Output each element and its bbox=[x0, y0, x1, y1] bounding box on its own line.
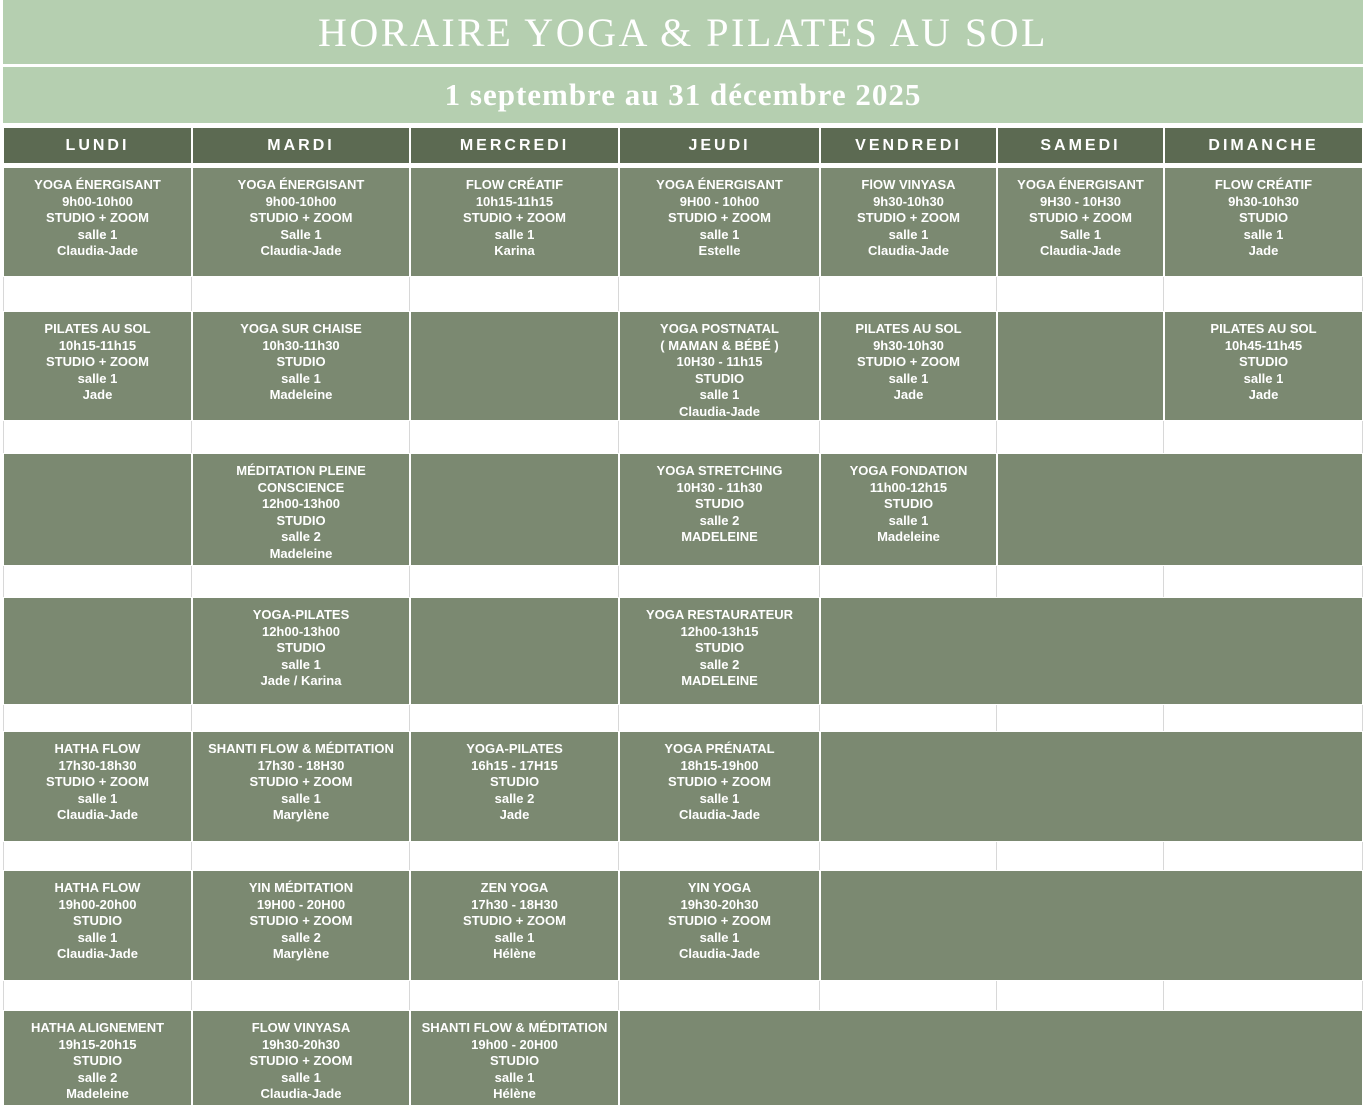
class-cell-mardi-row4 bbox=[192, 597, 410, 705]
class-cell-mardi-row3 bbox=[192, 453, 410, 566]
schedule-row-7 bbox=[3, 1010, 1363, 1106]
class-cell-mardi-row1 bbox=[192, 167, 410, 277]
class-cell-mardi-row2 bbox=[192, 311, 410, 421]
grid-line-cell bbox=[820, 277, 997, 311]
class-detail: Claudia-Jade bbox=[57, 243, 138, 258]
class-detail: STUDIO bbox=[72, 913, 123, 928]
class-detail: 19h30-20h30 bbox=[680, 896, 759, 912]
class-detail: Jade bbox=[1248, 243, 1279, 258]
date-range: 1 septembre au 31 décembre 2025 bbox=[444, 77, 922, 112]
schedule-row-4 bbox=[3, 597, 1363, 705]
class-detail: salle 1 bbox=[494, 929, 535, 945]
class-title: YOGA ÉNERGISANT bbox=[656, 177, 783, 192]
class-detail: Claudia-Jade bbox=[679, 807, 760, 822]
class-cell-vendredi-row1 bbox=[820, 167, 997, 277]
grid-line-cell bbox=[820, 566, 997, 597]
banner-title bbox=[3, 0, 1363, 64]
class-detail: STUDIO + ZOOM bbox=[668, 774, 771, 789]
class-detail: Estelle bbox=[698, 243, 741, 258]
class-title: HATHA ALIGNEMENT bbox=[30, 1020, 165, 1035]
class-detail: STUDIO + ZOOM bbox=[46, 354, 149, 369]
grid-line-cell bbox=[192, 981, 410, 1010]
class-detail: Karina bbox=[494, 243, 535, 258]
day-header-vendredi: VENDREDI bbox=[820, 127, 997, 164]
class-detail: 12h00-13h00 bbox=[261, 496, 341, 511]
class-detail: salle 1 bbox=[77, 790, 118, 806]
class-cell-dimanche-row2 bbox=[1164, 311, 1363, 421]
class-cell-lundi-row1 bbox=[3, 167, 192, 277]
schedule-row-6 bbox=[3, 870, 1363, 981]
schedule-row-2 bbox=[3, 311, 1363, 421]
class-detail: STUDIO bbox=[694, 370, 745, 386]
class-detail: 12h00-13h00 bbox=[261, 623, 341, 639]
grid-line-cell bbox=[1164, 421, 1363, 453]
class-detail: 17h30 - 18H30 bbox=[471, 896, 558, 912]
class-detail: ( MAMAN & BÉBÉ ) bbox=[660, 337, 779, 353]
grid-line-cell bbox=[997, 842, 1164, 870]
class-detail: 17h30-18h30 bbox=[58, 757, 137, 773]
class-cell-mercredi-row6 bbox=[410, 870, 619, 981]
schedule-table bbox=[3, 167, 1363, 1106]
class-detail: salle 1 bbox=[281, 1069, 321, 1085]
class-title: YOGA ÉNERGISANT bbox=[237, 177, 365, 192]
class-cell-lundi-row2 bbox=[3, 311, 192, 421]
day-header-samedi: SAMEDI bbox=[997, 127, 1164, 164]
class-detail: STUDIO bbox=[276, 354, 326, 369]
grid-line-cell bbox=[3, 705, 192, 731]
class-detail: salle 2 bbox=[281, 929, 321, 945]
grid-line-cell bbox=[820, 421, 997, 453]
class-detail: Madeleine bbox=[269, 387, 333, 402]
class-cell-jeudi-row2 bbox=[619, 311, 820, 421]
class-detail: Claudia-Jade bbox=[679, 946, 760, 961]
grid-line-cell bbox=[820, 842, 997, 870]
class-detail: Claudia-Jade bbox=[868, 243, 949, 258]
empty-cell-vendredi-row4 bbox=[820, 597, 1363, 705]
class-detail: 19H00 - 20H00 bbox=[256, 896, 346, 912]
grid-line-cell bbox=[192, 705, 410, 731]
grid-line-cell bbox=[619, 705, 820, 731]
class-detail: Hélène bbox=[493, 946, 536, 961]
empty-cell-lundi-row4 bbox=[3, 597, 192, 705]
grid-line-cell bbox=[820, 705, 997, 731]
class-title: YOGA SUR CHAISE bbox=[240, 321, 362, 336]
grid-line-cell bbox=[410, 842, 619, 870]
row-gap bbox=[3, 277, 1363, 311]
grid-line-cell bbox=[619, 566, 820, 597]
grid-line-cell bbox=[3, 981, 192, 1010]
class-detail: 18h15-19h00 bbox=[680, 757, 759, 773]
class-title: PILATES AU SOL bbox=[855, 321, 962, 336]
grid-line-cell bbox=[410, 566, 619, 597]
class-cell-mardi-row7 bbox=[192, 1010, 410, 1106]
class-title: YOGA STRETCHING bbox=[656, 463, 783, 478]
class-detail: salle 1 bbox=[888, 226, 929, 242]
class-title: FLOW CRÉATIF bbox=[1214, 177, 1313, 192]
class-detail: Jade bbox=[82, 387, 113, 402]
class-detail: salle 2 bbox=[494, 790, 535, 806]
class-detail: salle 1 bbox=[77, 929, 118, 945]
class-detail: 10h15-11h15 bbox=[58, 337, 137, 353]
class-title: SHANTI FLOW & MÉDITATION bbox=[208, 741, 394, 756]
class-title: FLOW CRÉATIF bbox=[465, 177, 564, 192]
class-title: YOGA-PILATES bbox=[252, 607, 350, 622]
empty-cell-jeudi-row7 bbox=[619, 1010, 1363, 1106]
class-title: FLOW VINYASA bbox=[251, 1020, 351, 1035]
row-gap bbox=[3, 842, 1363, 870]
row-gap bbox=[3, 705, 1363, 731]
class-detail: salle 1 bbox=[699, 790, 740, 806]
class-detail: Salle 1 bbox=[1059, 226, 1102, 242]
grid-line-cell bbox=[410, 981, 619, 1010]
class-cell-lundi-row7 bbox=[3, 1010, 192, 1106]
class-detail: Marylène bbox=[272, 807, 330, 822]
class-detail: STUDIO + ZOOM bbox=[249, 774, 353, 789]
class-detail: 9H00 - 10h00 bbox=[679, 193, 760, 209]
class-detail: 9h30-10h30 bbox=[873, 337, 944, 353]
grid-line-cell bbox=[619, 277, 820, 311]
banner-subtitle bbox=[3, 67, 1363, 123]
row-gap bbox=[3, 981, 1363, 1010]
class-detail: salle 1 bbox=[281, 656, 321, 672]
class-detail: salle 1 bbox=[1243, 226, 1284, 242]
class-cell-lundi-row6 bbox=[3, 870, 192, 981]
class-title: YOGA ÉNERGISANT bbox=[1017, 177, 1144, 192]
class-detail: Claudia-Jade bbox=[260, 243, 342, 258]
grid-line-cell bbox=[619, 421, 820, 453]
class-detail: 19h00 - 20H00 bbox=[471, 1036, 558, 1052]
class-cell-mardi-row5 bbox=[192, 731, 410, 842]
class-title: FlOW VINYASA bbox=[861, 177, 956, 192]
grid-line-cell bbox=[820, 981, 997, 1010]
class-detail: salle 1 bbox=[281, 790, 321, 806]
class-detail: STUDIO bbox=[694, 496, 745, 511]
class-detail: STUDIO + ZOOM bbox=[249, 210, 353, 225]
class-detail: 10H30 - 11h30 bbox=[676, 479, 763, 495]
class-detail: STUDIO bbox=[694, 640, 745, 655]
class-detail: Salle 1 bbox=[280, 226, 322, 242]
class-detail: salle 1 bbox=[1243, 370, 1284, 386]
class-detail: STUDIO + ZOOM bbox=[1029, 210, 1132, 225]
class-detail: STUDIO + ZOOM bbox=[249, 913, 353, 928]
grid-line-cell bbox=[1164, 566, 1363, 597]
empty-cell-samedi-row2 bbox=[997, 311, 1164, 421]
class-detail: STUDIO + ZOOM bbox=[463, 210, 566, 225]
class-detail: Claudia-Jade bbox=[57, 946, 138, 961]
class-title: HATHA FLOW bbox=[54, 741, 141, 756]
day-header-lundi: LUNDI bbox=[3, 127, 192, 164]
class-detail: salle 1 bbox=[494, 1069, 535, 1085]
class-detail: STUDIO bbox=[883, 496, 934, 511]
grid-line-cell bbox=[1164, 842, 1363, 870]
class-cell-jeudi-row5 bbox=[619, 731, 820, 842]
empty-cell-mercredi-row3 bbox=[410, 453, 619, 566]
class-detail: 10H30 - 11h15 bbox=[676, 354, 763, 369]
class-detail: salle 1 bbox=[77, 370, 118, 386]
day-header-row bbox=[3, 127, 1363, 164]
class-title: YOGA ÉNERGISANT bbox=[34, 177, 161, 192]
class-detail: 19h00-20h00 bbox=[58, 896, 137, 912]
grid-line-cell bbox=[1164, 981, 1363, 1010]
class-title: YOGA FONDATION bbox=[849, 463, 968, 478]
grid-line-cell bbox=[997, 566, 1164, 597]
class-detail: 9h00-10h00 bbox=[62, 193, 133, 209]
class-title: PILATES AU SOL bbox=[44, 321, 151, 336]
class-detail: STUDIO + ZOOM bbox=[249, 1053, 353, 1068]
class-detail: salle 2 bbox=[699, 656, 740, 672]
class-detail: salle 1 bbox=[77, 226, 118, 242]
class-detail: 11h00-12h15 bbox=[869, 479, 948, 495]
class-title: YIN YOGA bbox=[687, 880, 752, 895]
class-cell-jeudi-row3 bbox=[619, 453, 820, 566]
class-detail: 10h45-11h45 bbox=[1224, 337, 1303, 353]
schedule-row-1 bbox=[3, 167, 1363, 277]
class-title: YIN MÉDITATION bbox=[248, 880, 354, 895]
empty-cell-mercredi-row2 bbox=[410, 311, 619, 421]
class-detail: Jade bbox=[1248, 387, 1279, 402]
grid-line-cell bbox=[3, 842, 192, 870]
page-title: HORAIRE YOGA & PILATES AU SOL bbox=[318, 9, 1048, 55]
class-detail: Claudia-Jade bbox=[57, 807, 138, 822]
class-detail: 10h30-11h30 bbox=[262, 337, 340, 353]
class-detail: CONSCIENCE bbox=[257, 479, 345, 495]
class-cell-jeudi-row4 bbox=[619, 597, 820, 705]
class-detail: Madeleine bbox=[877, 529, 940, 544]
class-title: MÉDITATION PLEINE bbox=[236, 463, 366, 478]
class-cell-jeudi-row1 bbox=[619, 167, 820, 277]
class-cell-samedi-row1 bbox=[997, 167, 1164, 277]
class-detail: Jade / Karina bbox=[260, 673, 342, 688]
class-detail: STUDIO bbox=[276, 640, 326, 655]
class-detail: STUDIO + ZOOM bbox=[46, 210, 149, 225]
class-cell-mercredi-row5 bbox=[410, 731, 619, 842]
grid-line-cell bbox=[410, 421, 619, 453]
class-detail: 10h15-11h15 bbox=[475, 193, 554, 209]
class-detail: salle 1 bbox=[281, 370, 321, 386]
day-header-jeudi: JEUDI bbox=[619, 127, 820, 164]
empty-cell-lundi-row3 bbox=[3, 453, 192, 566]
class-detail: 9h30-10h30 bbox=[1228, 193, 1299, 209]
grid-line-cell bbox=[410, 705, 619, 731]
class-detail: salle 2 bbox=[77, 1069, 118, 1085]
class-detail: MADELEINE bbox=[681, 673, 758, 688]
class-detail: salle 1 bbox=[494, 226, 535, 242]
class-cell-dimanche-row1 bbox=[1164, 167, 1363, 277]
class-detail: STUDIO bbox=[1238, 354, 1289, 369]
class-detail: salle 2 bbox=[699, 512, 740, 528]
grid-line-cell bbox=[997, 705, 1164, 731]
class-detail: 19h30-20h30 bbox=[261, 1036, 341, 1052]
class-detail: Madeleine bbox=[66, 1086, 129, 1101]
class-cell-jeudi-row6 bbox=[619, 870, 820, 981]
class-detail: Claudia-Jade bbox=[679, 403, 760, 419]
class-cell-mercredi-row1 bbox=[410, 167, 619, 277]
empty-cell-mercredi-row4 bbox=[410, 597, 619, 705]
day-header-mardi: MARDI bbox=[192, 127, 410, 164]
day-header-dimanche: DIMANCHE bbox=[1164, 127, 1363, 164]
class-detail: STUDIO bbox=[72, 1053, 123, 1068]
class-detail: 9H30 - 10H30 bbox=[1040, 193, 1121, 209]
grid-line-cell bbox=[192, 842, 410, 870]
class-detail: STUDIO bbox=[276, 512, 326, 528]
class-detail: salle 1 bbox=[699, 929, 740, 945]
class-detail: STUDIO + ZOOM bbox=[857, 354, 960, 369]
grid-line-cell bbox=[997, 421, 1164, 453]
grid-line-cell bbox=[997, 277, 1164, 311]
grid-line-cell bbox=[1164, 277, 1363, 311]
class-cell-lundi-row5 bbox=[3, 731, 192, 842]
class-detail: salle 1 bbox=[888, 512, 929, 528]
class-cell-vendredi-row3 bbox=[820, 453, 997, 566]
class-title: YOGA PRÉNATAL bbox=[664, 741, 775, 756]
class-detail: Claudia-Jade bbox=[260, 1086, 342, 1101]
class-title: PILATES AU SOL bbox=[1210, 321, 1317, 336]
class-detail: 16h15 - 17H15 bbox=[471, 757, 558, 773]
grid-line-cell bbox=[1164, 705, 1363, 731]
grid-line-cell bbox=[410, 277, 619, 311]
class-detail: Claudia-Jade bbox=[1040, 243, 1121, 258]
class-detail: salle 2 bbox=[281, 529, 321, 544]
empty-cell-vendredi-row6 bbox=[820, 870, 1363, 981]
class-detail: STUDIO bbox=[489, 774, 540, 789]
grid-line-cell bbox=[3, 421, 192, 453]
class-title: YOGA POSTNATAL bbox=[660, 321, 779, 336]
class-detail: 9h00-10h00 bbox=[265, 193, 337, 209]
class-detail: STUDIO + ZOOM bbox=[857, 210, 960, 225]
row-gap bbox=[3, 566, 1363, 597]
class-title: HATHA FLOW bbox=[54, 880, 141, 895]
class-detail: Jade bbox=[499, 807, 530, 822]
class-detail: Marylène bbox=[272, 946, 330, 961]
class-detail: STUDIO + ZOOM bbox=[463, 913, 566, 928]
schedule-row-3 bbox=[3, 453, 1363, 566]
class-detail: salle 1 bbox=[888, 370, 929, 386]
class-detail: 17h30 - 18H30 bbox=[257, 757, 345, 773]
class-cell-mardi-row6 bbox=[192, 870, 410, 981]
grid-line-cell bbox=[3, 566, 192, 597]
day-header-mercredi: MERCREDI bbox=[410, 127, 619, 164]
class-detail: STUDIO bbox=[489, 1053, 540, 1068]
class-detail: STUDIO + ZOOM bbox=[668, 210, 771, 225]
class-detail: Jade bbox=[893, 387, 924, 402]
schedule-row-5 bbox=[3, 731, 1363, 842]
class-detail: 12h00-13h15 bbox=[680, 623, 759, 639]
class-detail: 9h30-10h30 bbox=[873, 193, 944, 209]
class-detail: salle 1 bbox=[699, 387, 740, 402]
class-detail: STUDIO bbox=[1238, 210, 1289, 225]
class-title: YOGA-PILATES bbox=[466, 741, 563, 756]
class-cell-vendredi-row2 bbox=[820, 311, 997, 421]
empty-cell-vendredi-row5 bbox=[820, 731, 1363, 842]
grid-line-cell bbox=[619, 981, 820, 1010]
class-detail: MADELEINE bbox=[681, 529, 758, 544]
grid-line-cell bbox=[192, 277, 410, 311]
grid-line-cell bbox=[192, 566, 410, 597]
empty-cell-samedi-row3 bbox=[997, 453, 1363, 566]
row-gap bbox=[3, 421, 1363, 453]
class-detail: Madeleine bbox=[269, 545, 333, 561]
class-detail: STUDIO + ZOOM bbox=[46, 774, 149, 789]
grid-line-cell bbox=[3, 277, 192, 311]
class-detail: Hélène bbox=[493, 1086, 536, 1101]
class-cell-mercredi-row7 bbox=[410, 1010, 619, 1106]
class-detail: 19h15-20h15 bbox=[58, 1036, 137, 1052]
class-title: SHANTI FLOW & MÉDITATION bbox=[421, 1020, 608, 1035]
class-detail: salle 1 bbox=[699, 226, 740, 242]
class-title: ZEN YOGA bbox=[480, 880, 549, 895]
grid-line-cell bbox=[192, 421, 410, 453]
class-title: YOGA RESTAURATEUR bbox=[645, 607, 794, 622]
class-detail: STUDIO + ZOOM bbox=[668, 913, 771, 928]
grid-line-cell bbox=[997, 981, 1164, 1010]
grid-line-cell bbox=[619, 842, 820, 870]
